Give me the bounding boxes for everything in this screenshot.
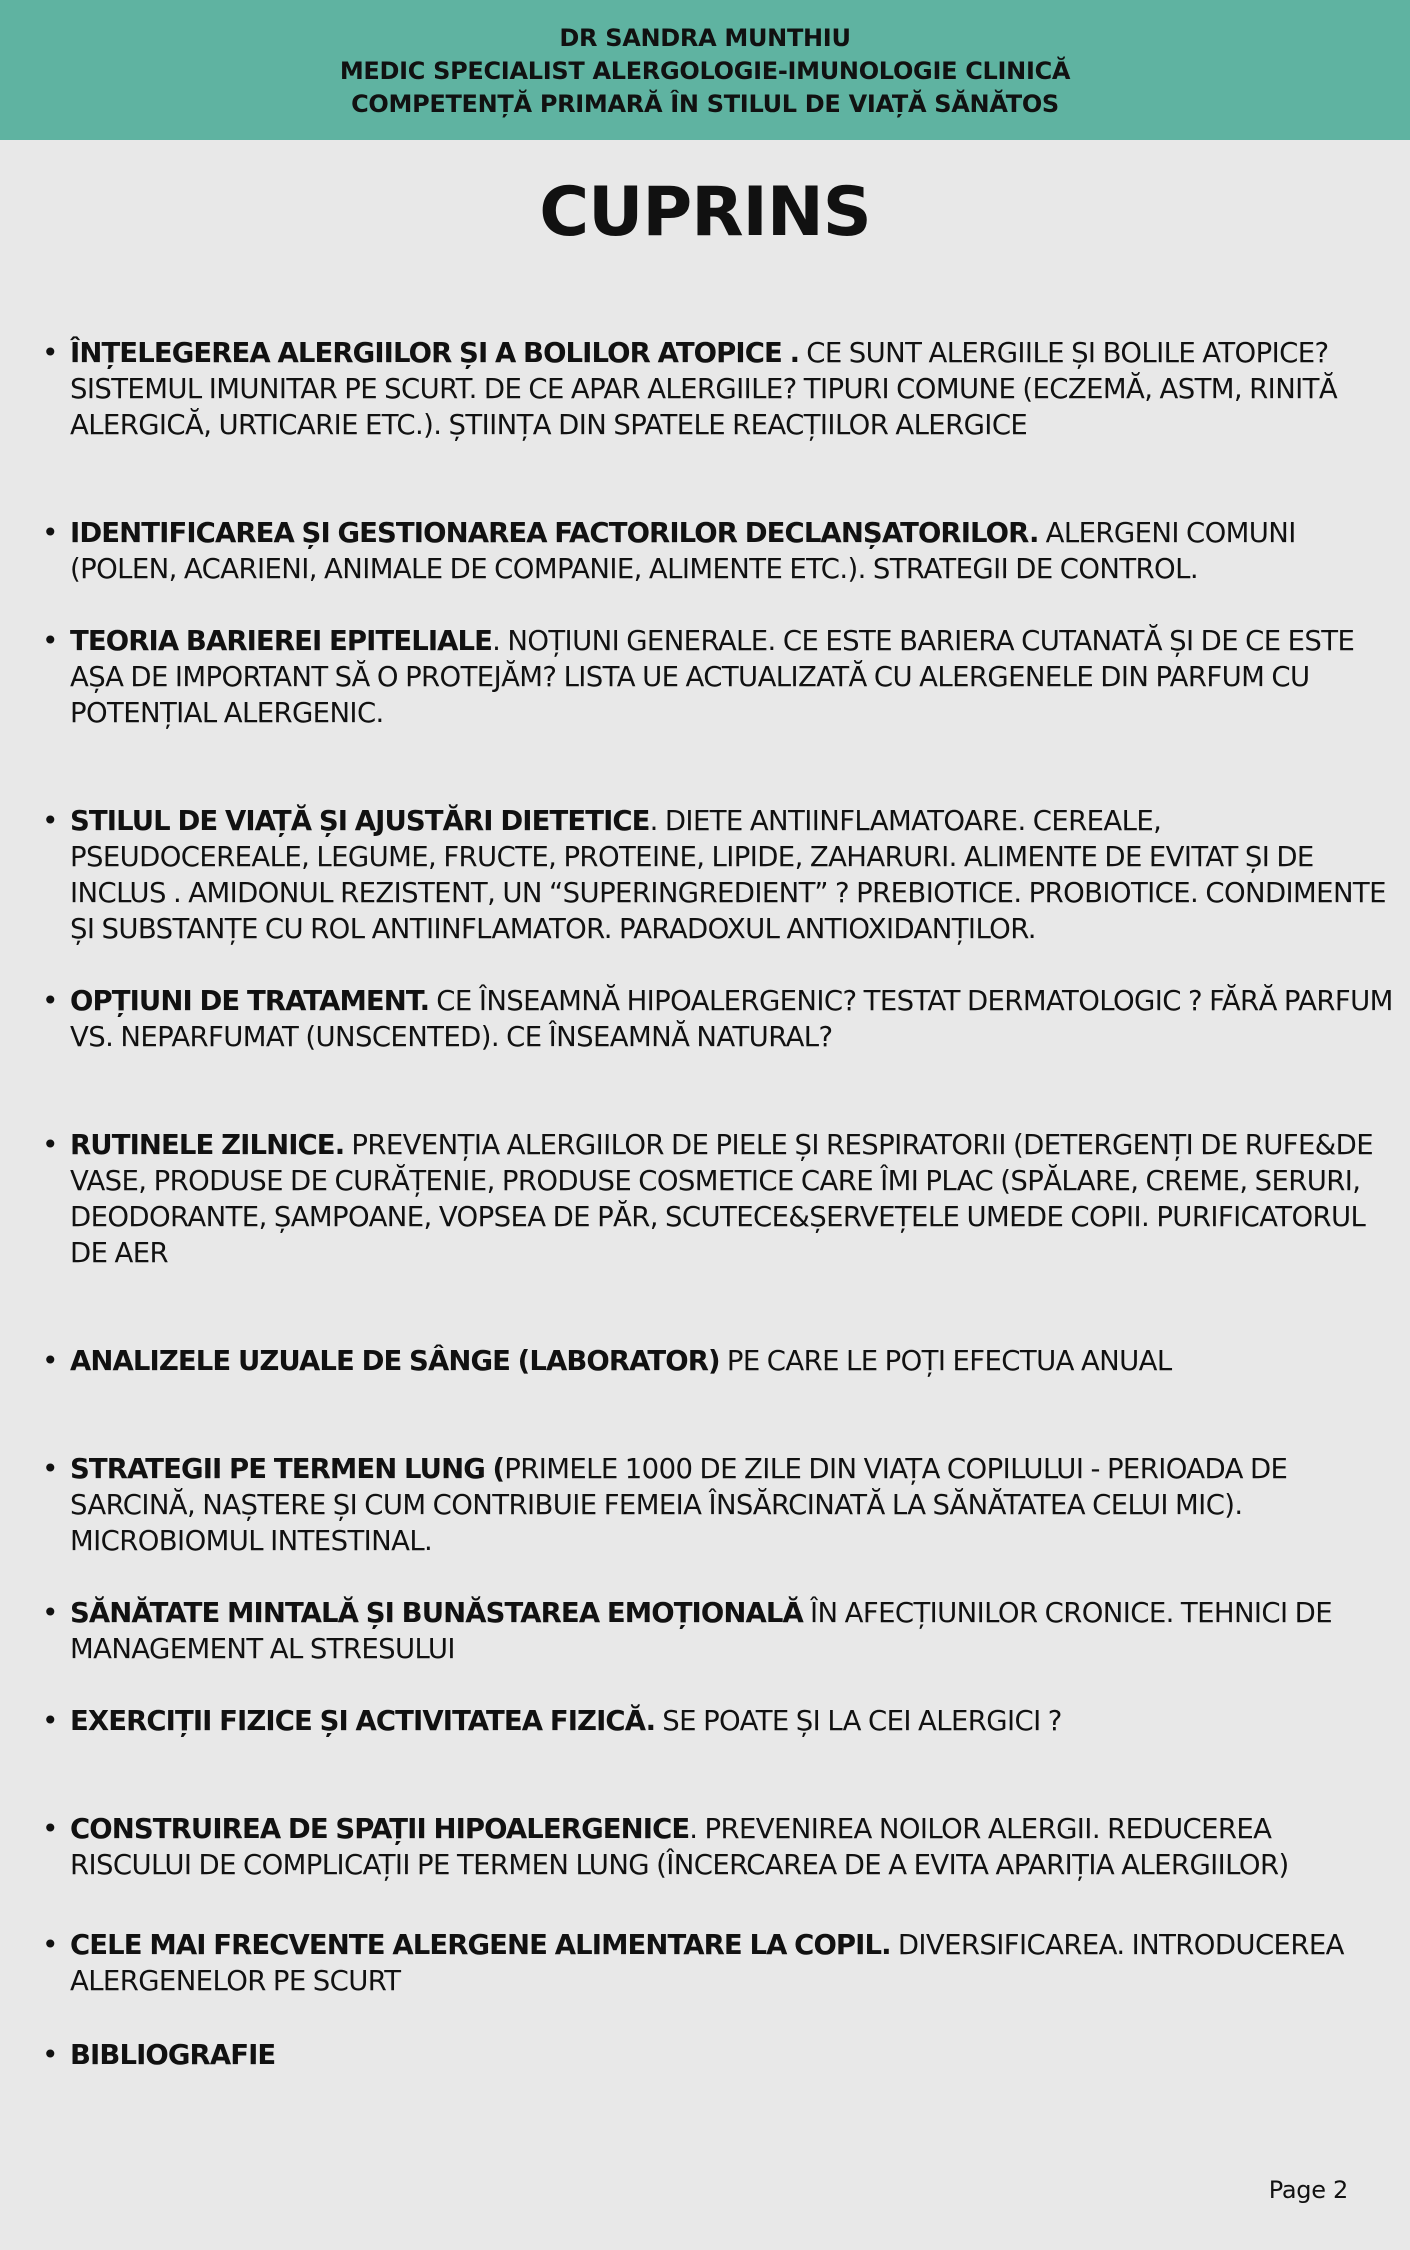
toc-item-lifestyle-diet	[42, 803, 1395, 947]
toc-item-heading: IDENTIFICAREA ȘI GESTIONAREA FACTORILOR DECLANȘATORILOR.	[70, 517, 1039, 549]
toc-item-epithelial-barrier	[42, 623, 1395, 731]
toc-item-description: CE SUNT ALERGIILE ȘI BOLILE ATOPICE? SISTEMUL IMUNITAR PE SCURT. DE CE APAR ALERGIILE? TIPURI COMUNE (ECZEMĂ, ASTM, RINITĂ ALERGICĂ, URTICARIE ETC.). ȘTIINȚA DIN SPATELE REACȚIILOR ALERGICE	[70, 337, 1338, 441]
toc-item-heading: EXERCIȚII FIZICE ȘI ACTIVITATEA FIZICĂ.	[70, 1705, 656, 1737]
toc-item-description: PREVENȚIA ALERGIILOR DE PIELE ȘI RESPIRATORII (DETERGENȚI DE RUFE&DE VASE, PRODUSE DE CURĂȚENIE, PRODUSE COSMETICE CARE ÎMI PLAC (SPĂLARE, CREME, SERURI, DEODORANTE, ȘAMPOANE, VOPSEA DE PĂR, SCUTECE&ȘERVEȚELE UMEDE COPII. PURIFICATORUL DE AER	[70, 1129, 1373, 1269]
toc-item-blood-tests	[42, 1343, 1395, 1379]
toc-item-description: CE ÎNSEAMNĂ HIPOALERGENIC? TESTAT DERMATOLOGIC ? FĂRĂ PARFUM VS. NEPARFUMAT (UNSCENTED). CE ÎNSEAMNĂ NATURAL?	[70, 985, 1393, 1053]
bullet-icon: •	[42, 2038, 58, 2071]
bullet-icon: •	[42, 516, 58, 549]
bullet-icon: •	[42, 336, 58, 369]
toc-item-bibliography	[42, 2037, 1395, 2073]
page-number: Page 2	[1268, 2176, 1348, 2204]
toc-item-hypoallergenic-spaces	[42, 1811, 1395, 1883]
toc-item-description: DIVERSIFICAREA. INTRODUCEREA ALERGENELOR PE SCURT	[70, 1929, 1344, 1997]
toc-item-heading: BIBLIOGRAFIE	[70, 2039, 276, 2071]
toc-item-heading: STILUL DE VIAȚĂ ȘI AJUSTĂRI DIETETICE	[70, 805, 650, 837]
toc-item-description: PRIMELE 1000 DE ZILE DIN VIAȚA COPILULUI - PERIOADA DE SARCINĂ, NAȘTERE ȘI CUM CONTRIBUIE FEMEIA ÎNSĂRCINATĂ LA SĂNĂTATEA CELUI MIC). MICROBIOMUL INTESTINAL.	[70, 1453, 1288, 1557]
toc-item-description: ALERGENI COMUNI (POLEN, ACARIENI, ANIMALE DE COMPANIE, ALIMENTE ETC.). STRATEGII DE CONTROL.	[70, 517, 1296, 585]
toc-item-description: ÎN AFECȚIUNILOR CRONICE. TEHNICI DE MANAGEMENT AL STRESULUI	[70, 1597, 1333, 1665]
page-header	[0, 0, 1410, 140]
toc-item-physical-exercise	[42, 1703, 1395, 1739]
toc-item-heading: RUTINELE ZILNICE.	[70, 1129, 345, 1161]
toc-item-description: . PREVENIREA NOILOR ALERGII. REDUCEREA RISCULUI DE COMPLICAȚII PE TERMEN LUNG (ÎNCERCAREA DE A EVITA APARIȚIA ALERGIILOR)	[70, 1813, 1289, 1881]
toc-item-description: SE POATE ȘI LA CEI ALERGICI ?	[655, 1705, 1062, 1737]
toc-item-heading: ANALIZELE UZUALE DE SÂNGE (LABORATOR)	[70, 1345, 720, 1377]
bullet-icon: •	[42, 1704, 58, 1737]
toc-item-food-allergens	[42, 1927, 1395, 1999]
toc-item-heading: TEORIA BARIEREI EPITELIALE	[70, 625, 493, 657]
bullet-icon: •	[42, 984, 58, 1017]
toc-item-daily-routines	[42, 1127, 1395, 1271]
header-specialty: MEDIC SPECIALIST ALERGOLOGIE-IMUNOLOGIE CLINICĂ	[339, 56, 1071, 85]
toc-item-heading: CELE MAI FRECVENTE ALERGENE ALIMENTARE LA COPIL.	[70, 1929, 891, 1961]
toc-item-heading: SĂNĂTATE MINTALĂ ȘI BUNĂSTAREA EMOȚIONALĂ	[70, 1597, 803, 1629]
bullet-icon: •	[42, 1812, 58, 1845]
bullet-icon: •	[42, 804, 58, 837]
bullet-icon: •	[42, 1344, 58, 1377]
toc-item-heading: ÎNȚELEGEREA ALERGIILOR ȘI A BOLILOR ATOPICE .	[70, 337, 800, 369]
page-title: CUPRINS	[539, 173, 871, 252]
toc-item-treatment-options	[42, 983, 1395, 1055]
toc-item-description: . DIETE ANTIINFLAMATOARE. CEREALE, PSEUDOCEREALE, LEGUME, FRUCTE, PROTEINE, LIPIDE, ZAHARURI. ALIMENTE DE EVITAT ȘI DE INCLUS . AMIDONUL REZISTENT, UN “SUPERINGREDIENT” ? PREBIOTICE. PROBIOTICE. CONDIMENTE ȘI SUBSTANȚE CU ROL ANTIINFLAMATOR. PARADOXUL ANTIOXIDANȚILOR.	[70, 805, 1386, 945]
bullet-icon: •	[42, 624, 58, 657]
bullet-icon: •	[42, 1928, 58, 1961]
header-doctor-name: DR SANDRA MUNTHIU	[559, 23, 851, 52]
toc-item-heading: CONSTRUIREA DE SPAȚII HIPOALERGENICE	[70, 1813, 690, 1845]
header-competence: COMPETENȚĂ PRIMARĂ ÎN STILUL DE VIAȚĂ SĂNĂTOS	[351, 89, 1059, 118]
toc-item-mental-health	[42, 1595, 1395, 1667]
toc-item-description: . NOȚIUNI GENERALE. CE ESTE BARIERA CUTANATĂ ȘI DE CE ESTE AȘA DE IMPORTANT SĂ O PROTEJĂM? LISTA UE ACTUALIZATĂ CU ALERGENELE DIN PARFUM CU POTENȚIAL ALERGENIC.	[70, 625, 1355, 729]
bullet-icon: •	[42, 1128, 58, 1161]
toc-item-heading: OPȚIUNI DE TRATAMENT.	[70, 985, 430, 1017]
toc-item-long-term-strategies	[42, 1451, 1395, 1559]
bullet-icon: •	[42, 1452, 58, 1485]
bullet-icon: •	[42, 1596, 58, 1629]
toc-item-allergies	[42, 335, 1395, 443]
toc-item-heading: STRATEGII PE TERMEN LUNG (	[70, 1453, 505, 1485]
toc-item-description: PE CARE LE POȚI EFECTUA ANUAL	[719, 1345, 1172, 1377]
toc-item-triggers	[42, 515, 1395, 587]
